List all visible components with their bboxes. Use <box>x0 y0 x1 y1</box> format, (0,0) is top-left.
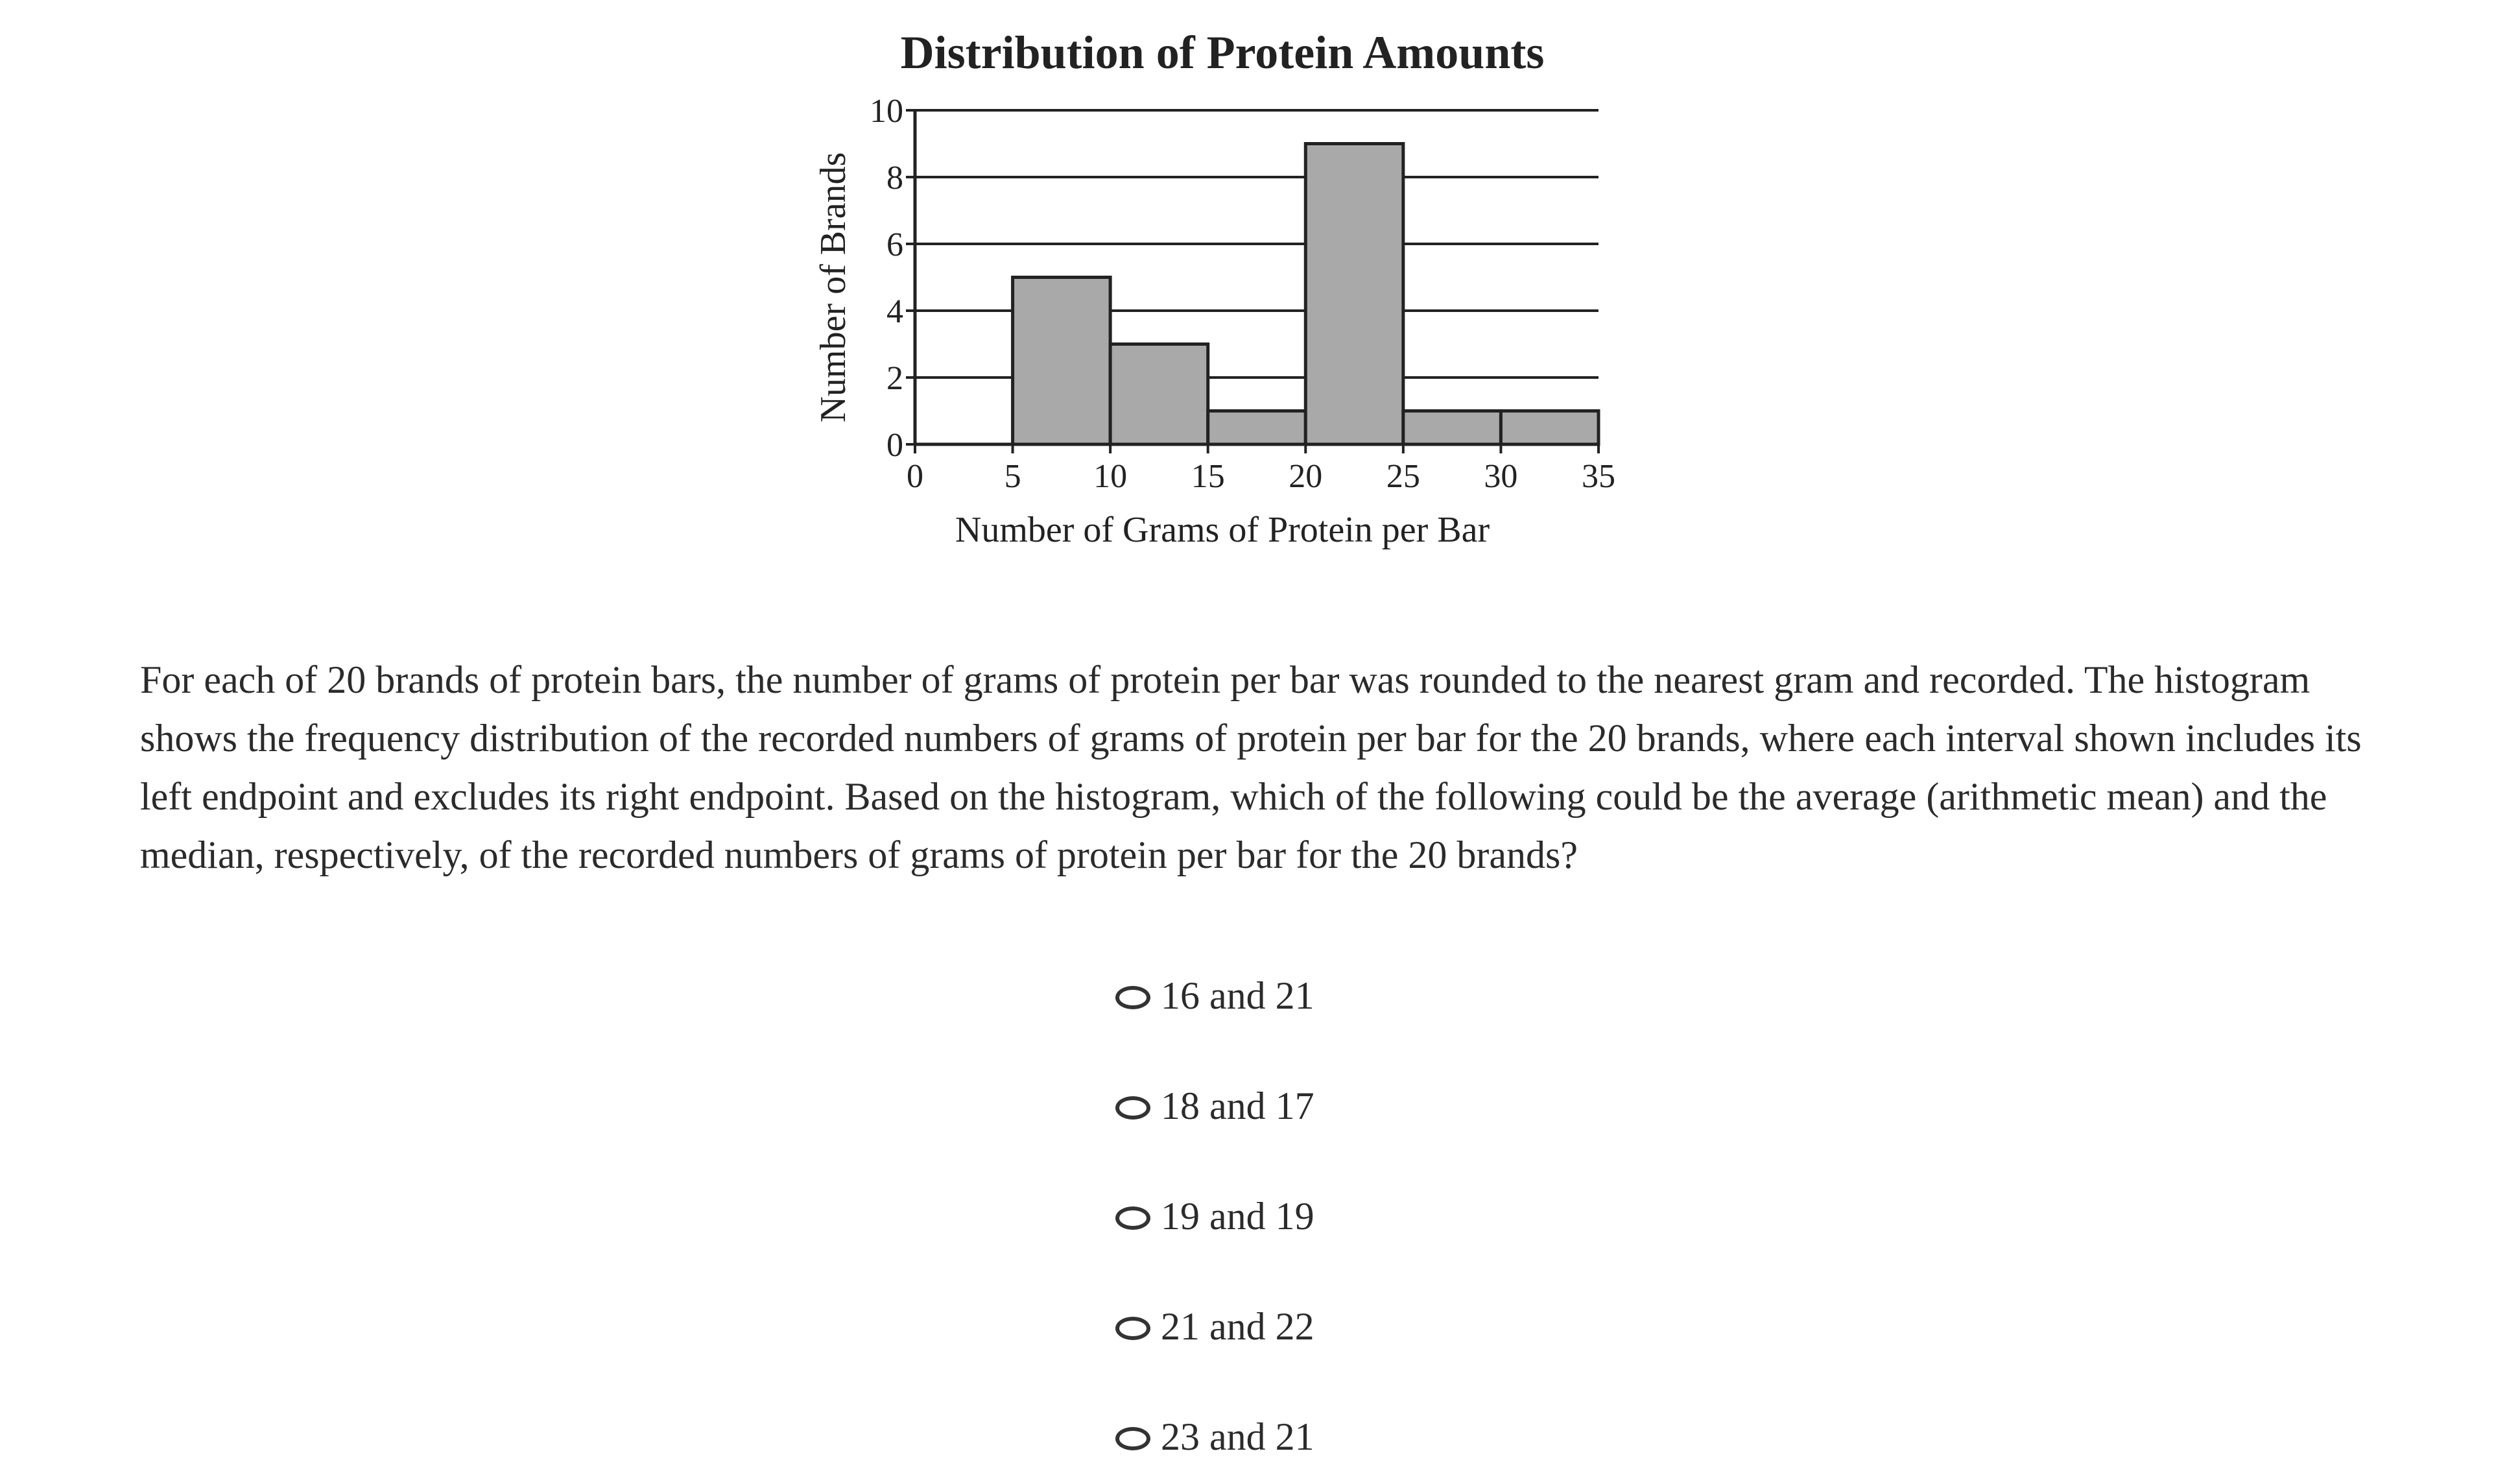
answer-choice-4[interactable] <box>1115 1294 1314 1359</box>
y-tick-label: 10 <box>870 93 903 130</box>
chart-title: Distribution of Protein Amounts <box>900 27 1545 78</box>
x-tick-label: 15 <box>1191 458 1225 495</box>
histogram-figure <box>775 19 1634 558</box>
y-axis-label: Number of Brands <box>813 152 853 423</box>
radio-button-icon[interactable] <box>1115 1427 1150 1450</box>
y-tick-label: 4 <box>886 293 903 330</box>
histogram-chart <box>775 19 1634 558</box>
radio-button-icon[interactable] <box>1115 1317 1150 1340</box>
answer-choice-label: 21 and 22 <box>1161 1304 1314 1348</box>
x-tick-label: 35 <box>1582 458 1615 495</box>
histogram-bar <box>1208 411 1306 445</box>
radio-button-icon[interactable] <box>1115 1206 1150 1230</box>
answer-choice-label: 18 and 17 <box>1161 1084 1314 1127</box>
answer-choice-2[interactable] <box>1115 1073 1314 1138</box>
x-tick-label: 30 <box>1484 458 1518 495</box>
histogram-bar <box>1305 144 1403 445</box>
answer-choice-1[interactable] <box>1115 963 1314 1028</box>
x-tick-label: 20 <box>1289 458 1323 495</box>
histogram-bar <box>1403 411 1501 445</box>
histogram-bars <box>1013 144 1599 445</box>
answer-choice-label: 16 and 21 <box>1161 974 1314 1017</box>
histogram-bar <box>1013 278 1111 445</box>
histogram-bar <box>1501 411 1599 445</box>
y-tick-label: 8 <box>886 160 903 197</box>
histogram-bar <box>1110 344 1208 445</box>
x-tick-label: 25 <box>1386 458 1420 495</box>
x-tick-label: 5 <box>1004 458 1021 495</box>
y-tick-label: 6 <box>886 226 903 263</box>
x-axis-label: Number of Grams of Protein per Bar <box>955 510 1490 550</box>
y-tick-label: 0 <box>886 427 903 464</box>
answer-choice-label: 19 and 19 <box>1161 1194 1314 1238</box>
axes <box>906 110 1599 453</box>
answer-choice-3[interactable] <box>1115 1184 1314 1249</box>
answer-choice-5[interactable] <box>1115 1404 1314 1469</box>
answer-choice-label: 23 and 21 <box>1161 1415 1314 1458</box>
x-tick-label: 0 <box>907 458 923 495</box>
y-tick-label: 2 <box>886 360 903 397</box>
radio-button-icon[interactable] <box>1115 986 1150 1009</box>
question-text: For each of 20 brands of protein bars, the number of grams of protein per bar was rounded to the nearest gram and recorded. The histogram shows the frequency distribution of the recorded numbers of grams of protein per bar for the 20 brands, where each interval shown includes its left endpoint and excludes its right endpoint. Based on the histogram, which of the following could be the average (arithmetic mean) and the median, respectively, of the recorded numbers of grams of protein per bar for the 20 brands? <box>140 658 2362 876</box>
radio-button-icon[interactable] <box>1115 1096 1150 1120</box>
x-tick-label: 10 <box>1093 458 1128 495</box>
